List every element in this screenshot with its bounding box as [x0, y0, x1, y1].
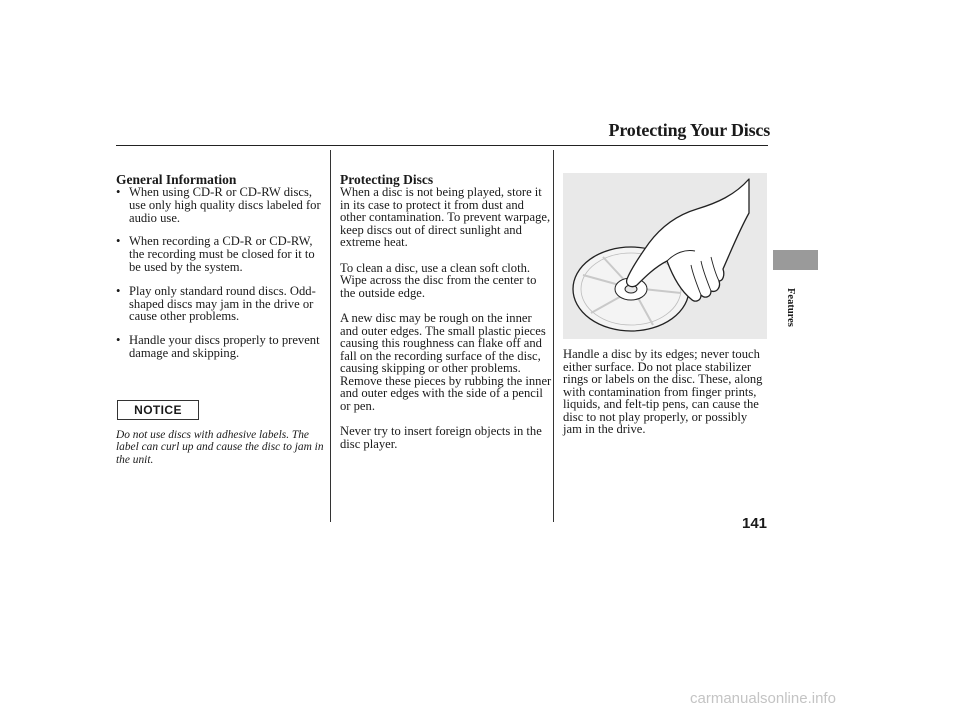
bullet-text: When recording a CD-R or CD-RW, the recording must be closed for it to be used by the system.	[129, 234, 315, 274]
bullet-icon: •	[116, 234, 121, 249]
notice-text: Do not use discs with adhesive labels. The label can curl up and cause the disc to jam in the unit.	[116, 429, 324, 466]
protecting-discs-heading: Protecting Discs	[340, 172, 434, 187]
bullet-text: Play only standard round discs. Odd-shaped discs may jam in the drive or cause other problems.	[129, 283, 316, 324]
paragraph: A new disc may be rough on the inner and outer edges. The small plastic pieces causing this roughness can flake off and fall on the recording surface of the disc, causing skipping or other problems. Remove these pieces by rubbing the inner and outer edges with the side of a pencil or pen.	[340, 311, 552, 413]
page-number: 141	[742, 515, 768, 532]
paragraph: Handle a disc by its edges; never touch either surface. Do not place stabilizer rings or labels on the disc. These, along with contamination from finger prints, liquids, and felt-tip pens, can cause the disc to not play properly, or possibly jam in the drive.	[563, 347, 763, 436]
bullet-icon: •	[116, 333, 121, 348]
bullet-text: Handle your discs properly to prevent damage and skipping.	[129, 333, 320, 360]
bullet-item	[116, 334, 328, 360]
bullet-item	[116, 186, 328, 224]
paragraph: When a disc is not being played, store it in its case to protect it from dust and other contamination. To prevent warpage, keep discs out of direct sunlight and extreme heat.	[340, 185, 551, 249]
general-information-list	[116, 186, 328, 360]
hand-holding-disc-icon	[563, 173, 767, 339]
watermark: carmanualsonline.info	[690, 690, 836, 707]
disc-handling-figure	[563, 173, 767, 339]
paragraph: To clean a disc, use a clean soft cloth. Wipe across the disc from the center to the outside edge.	[340, 260, 537, 300]
column-divider-left	[330, 150, 331, 522]
column-divider-right	[553, 150, 554, 522]
section-tab	[773, 250, 818, 270]
bullet-icon: •	[116, 283, 121, 298]
handling-instructions	[563, 348, 767, 436]
title-rule	[116, 145, 768, 146]
section-label: Features	[785, 288, 796, 327]
bullet-icon: •	[116, 185, 121, 199]
page-title: Protecting Your Discs	[608, 120, 770, 140]
general-information-heading: General Information	[116, 172, 237, 187]
bullet-text: When using CD-R or CD-RW discs, use only high quality discs labeled for audio use.	[129, 185, 321, 225]
bullet-item	[116, 285, 328, 323]
paragraph: Never try to insert foreign objects in the disc player.	[340, 424, 542, 451]
notice-badge: NOTICE	[117, 400, 199, 420]
bullet-item	[116, 235, 328, 273]
protecting-discs-body	[340, 186, 552, 450]
